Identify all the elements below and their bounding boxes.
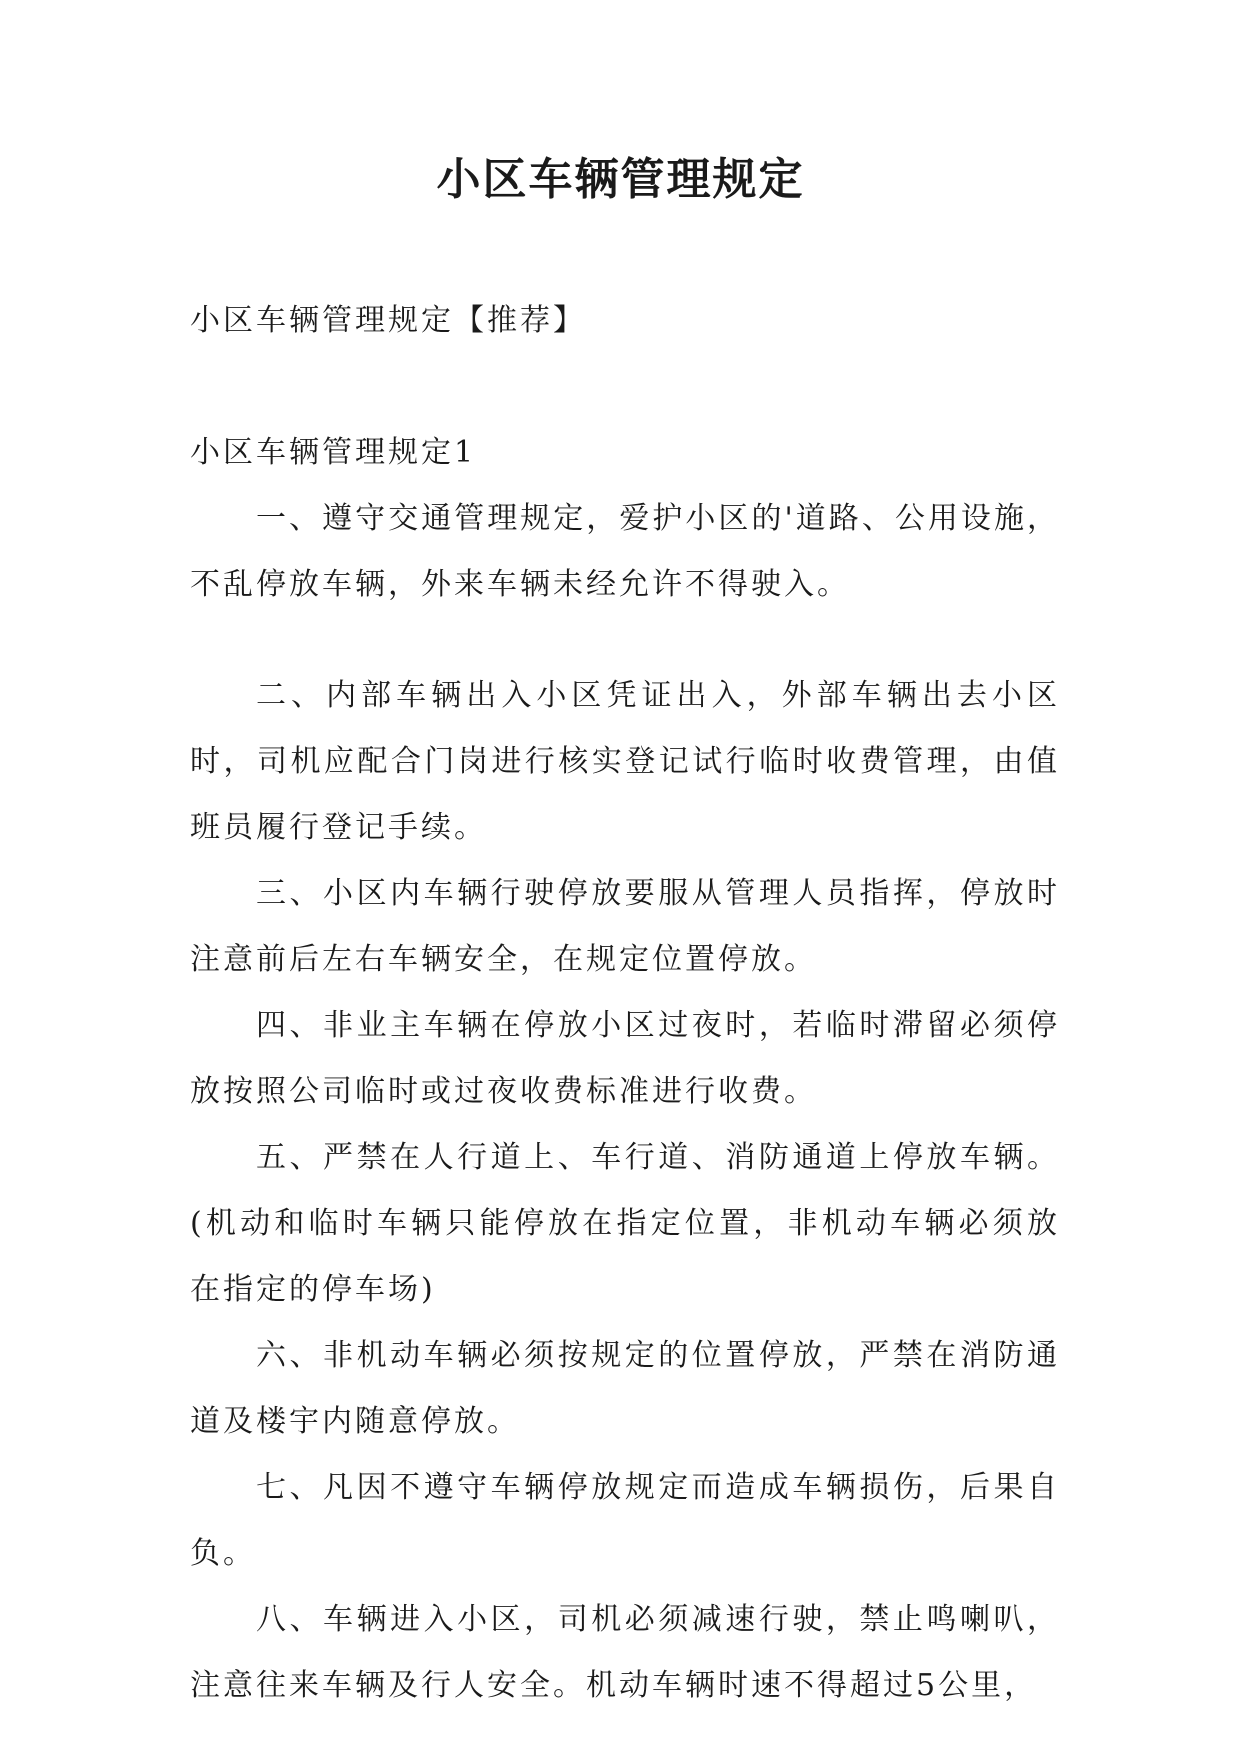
paragraph-6: 六、非机动车辆必须按规定的位置停放，严禁在消防通道及楼宇内随意停放。: [190, 1338, 1060, 1439]
paragraph-7: 七、凡因不遵守车辆停放规定而造成车辆损伤，后果自负。: [190, 1470, 1060, 1571]
paragraph-5: 五、严禁在人行道上、车行道、消防通道上停放车辆。(机动和临时车辆只能停放在指定位置，非机动车辆必须放在指定的停车场): [190, 1140, 1060, 1307]
document-subtitle: 小区车辆管理规定【推荐】: [190, 303, 586, 338]
paragraph-2: 二、内部车辆出入小区凭证出入，外部车辆出去小区时，司机应配合门岗进行核实登记试行临时收费管理，由值班员履行登记手续。: [190, 678, 1060, 845]
document-body: [190, 288, 1060, 1719]
paragraph-4: 四、非业主车辆在停放小区过夜时，若临时滞留必须停放按照公司临时或过夜收费标准进行收费。: [190, 1008, 1060, 1109]
paragraph-1: 一、遵守交通管理规定，爱护小区的'道路、公用设施，不乱停放车辆，外来车辆未经允许不得驶入。: [190, 501, 1060, 602]
document-title: 小区车辆管理规定: [436, 154, 805, 205]
section-heading: 小区车辆管理规定1: [190, 435, 477, 470]
paragraph-8: 八、车辆进入小区，司机必须减速行驶，禁止鸣喇叭，注意往来车辆及行人安全。机动车辆时速不得超过5公里，: [190, 1602, 1060, 1703]
paragraph-3: 三、小区内车辆行驶停放要服从管理人员指挥，停放时注意前后左右车辆安全，在规定位置停放。: [190, 876, 1060, 977]
